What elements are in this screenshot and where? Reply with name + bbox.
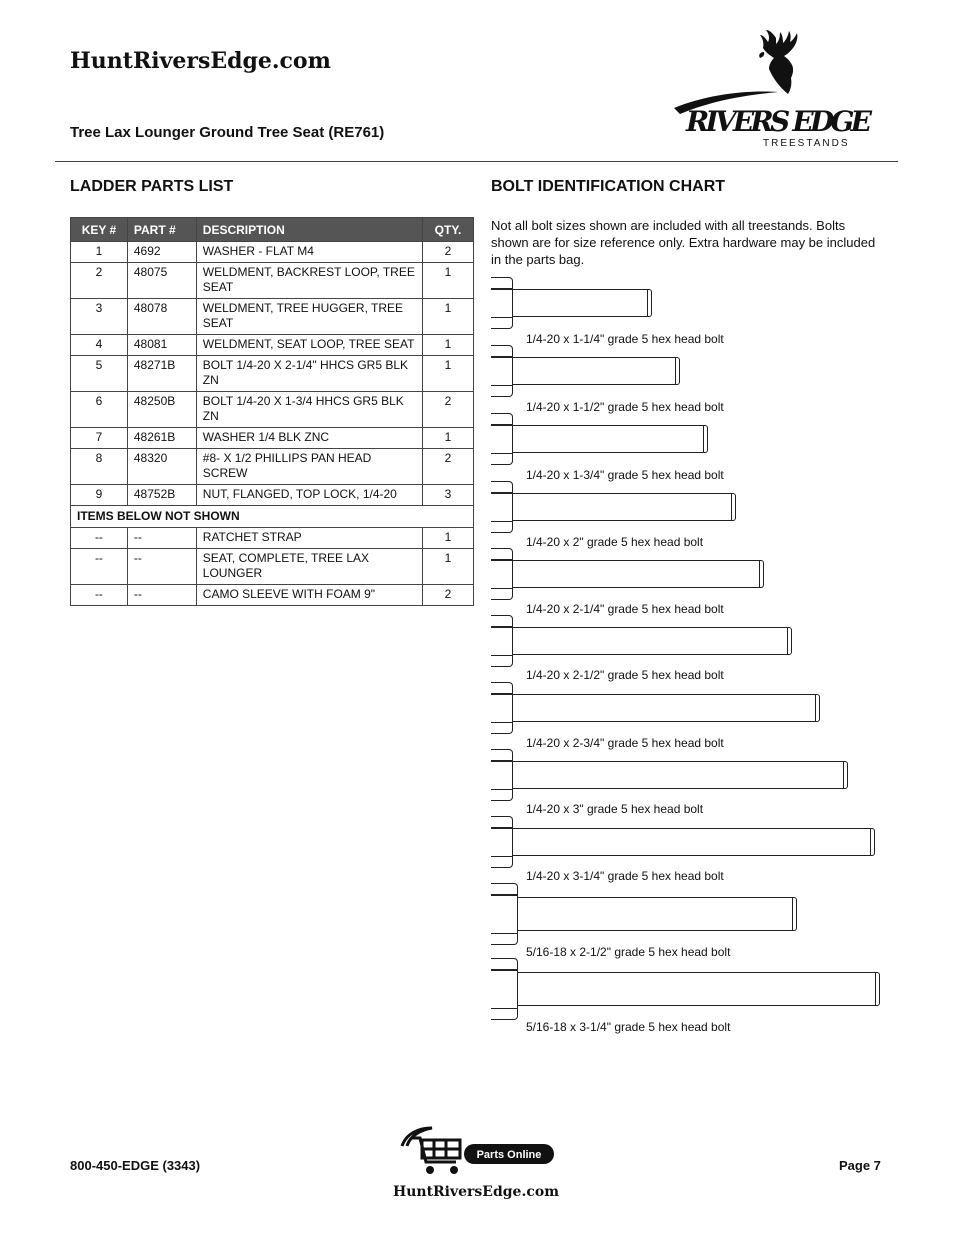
cell-qty: 1: [423, 549, 474, 585]
cell-part: 48271B: [127, 356, 196, 392]
cell-description: BOLT 1/4-20 X 1-3/4 HHCS GR5 BLK ZN: [196, 392, 422, 428]
bolt-label: 1/4-20 x 1-3/4" grade 5 hex head bolt: [526, 468, 724, 482]
parts-online-logo: [398, 1122, 556, 1178]
table-row: [71, 242, 474, 263]
table-row: [71, 449, 474, 485]
bolt-head-icon: [491, 682, 513, 734]
cell-key: 9: [71, 485, 128, 506]
bolt-label: 1/4-20 x 2-1/4" grade 5 hex head bolt: [526, 602, 724, 616]
bolt-head-icon: [491, 345, 513, 397]
bolt-head-icon: [491, 548, 513, 600]
bolt-shaft: [513, 761, 848, 789]
cell-part: --: [127, 585, 196, 606]
bolt-head-icon: [491, 413, 513, 465]
cell-key: 6: [71, 392, 128, 428]
bolt-shaft: [513, 493, 736, 521]
table-row: [71, 528, 474, 549]
rivers-edge-logo: [668, 28, 880, 150]
bolt-shaft: [513, 828, 875, 856]
cell-description: #8- X 1/2 PHILLIPS PAN HEAD SCREW: [196, 449, 422, 485]
cell-qty: 1: [423, 299, 474, 335]
cell-key: 4: [71, 335, 128, 356]
table-row: [71, 585, 474, 606]
cell-qty: 1: [423, 428, 474, 449]
column-header-qty: QTY.: [423, 218, 474, 242]
bolt-label: 1/4-20 x 2-3/4" grade 5 hex head bolt: [526, 736, 724, 750]
logo-brand: RIVERS EDGE: [686, 105, 872, 138]
table-row: [71, 392, 474, 428]
bolt-head-icon: [491, 481, 513, 533]
cell-description: WASHER - FLAT M4: [196, 242, 422, 263]
bolt-label: 5/16-18 x 2-1/2" grade 5 hex head bolt: [526, 945, 731, 959]
cell-part: 48250B: [127, 392, 196, 428]
bolt-chart-intro: Not all bolt sizes shown are included with all treestands. Bolts shown are for size reference only. Extra hardware may be included in the parts bag.: [491, 218, 876, 267]
shopping-cart-icon: [402, 1128, 460, 1162]
table-row: [71, 485, 474, 506]
cell-qty: 1: [423, 263, 474, 299]
cell-key: 8: [71, 449, 128, 485]
parts-table: [70, 217, 474, 606]
cell-part: --: [127, 528, 196, 549]
bolt-shaft: [518, 972, 880, 1006]
bolt-label: 1/4-20 x 2-1/2" grade 5 hex head bolt: [526, 668, 724, 682]
bolt-shaft: [513, 560, 764, 588]
header-divider: [55, 161, 898, 162]
cell-description: WELDMENT, SEAT LOOP, TREE SEAT: [196, 335, 422, 356]
table-row: [71, 299, 474, 335]
cell-qty: 2: [423, 242, 474, 263]
cell-description: WELDMENT, BACKREST LOOP, TREE SEAT: [196, 263, 422, 299]
bolt-label: 1/4-20 x 1-1/4" grade 5 hex head bolt: [526, 332, 724, 346]
column-header-key: KEY #: [71, 218, 128, 242]
bolt-head-icon: [491, 883, 518, 945]
bolt-head-icon: [491, 958, 518, 1020]
bolt-head-icon: [491, 816, 513, 868]
logo-tagline: TREESTANDS: [763, 138, 850, 149]
cell-part: 48081: [127, 335, 196, 356]
items-not-shown-note: ITEMS BELOW NOT SHOWN: [71, 506, 474, 528]
bolt-shaft: [513, 627, 792, 655]
cell-part: 48752B: [127, 485, 196, 506]
cell-description: WASHER 1/4 BLK ZNC: [196, 428, 422, 449]
cell-part: --: [127, 549, 196, 585]
cell-part: 48261B: [127, 428, 196, 449]
table-row: [71, 263, 474, 299]
table-row: [71, 335, 474, 356]
table-row: [71, 549, 474, 585]
bolt-head-icon: [491, 277, 513, 329]
bolt-shaft: [513, 289, 652, 317]
cell-qty: 1: [423, 335, 474, 356]
cell-key: 7: [71, 428, 128, 449]
bolt-chart-title: BOLT IDENTIFICATION CHART: [491, 178, 726, 195]
cell-part: 48320: [127, 449, 196, 485]
cell-key: 3: [71, 299, 128, 335]
bolt-shaft: [513, 425, 708, 453]
table-row: [71, 428, 474, 449]
bolt-label: 1/4-20 x 1-1/2" grade 5 hex head bolt: [526, 400, 724, 414]
cell-description: RATCHET STRAP: [196, 528, 422, 549]
table-note-row: [71, 506, 474, 528]
cell-key: --: [71, 528, 128, 549]
column-header-description: DESCRIPTION: [196, 218, 422, 242]
cell-key: 1: [71, 242, 128, 263]
bolt-label: 1/4-20 x 2" grade 5 hex head bolt: [526, 535, 704, 549]
parts-online-badge: Parts Online: [476, 1149, 542, 1161]
bolt-label: 5/16-18 x 3-1/4" grade 5 hex head bolt: [526, 1020, 731, 1034]
table-row: [71, 356, 474, 392]
cell-qty: 2: [423, 392, 474, 428]
cell-key: 2: [71, 263, 128, 299]
cell-description: CAMO SLEEVE WITH FOAM 9": [196, 585, 422, 606]
cell-qty: 1: [423, 356, 474, 392]
bolt-shaft: [513, 694, 820, 722]
cell-description: SEAT, COMPLETE, TREE LAX LOUNGER: [196, 549, 422, 585]
page-number: Page 7: [839, 1158, 881, 1173]
column-header-part: PART #: [127, 218, 196, 242]
cell-qty: 2: [423, 585, 474, 606]
footer-site: HuntRiversEdge.com: [393, 1184, 560, 1200]
deer-head-icon: [759, 30, 797, 94]
cell-key: --: [71, 549, 128, 585]
cell-description: WELDMENT, TREE HUGGER, TREE SEAT: [196, 299, 422, 335]
bolt-head-icon: [491, 615, 513, 667]
cell-part: 4692: [127, 242, 196, 263]
cell-qty: 3: [423, 485, 474, 506]
bolt-shaft: [513, 357, 680, 385]
table-header-row: [71, 218, 474, 242]
bolt-label: 1/4-20 x 3" grade 5 hex head bolt: [526, 802, 704, 816]
cell-part: 48078: [127, 299, 196, 335]
parts-list-title: LADDER PARTS LIST: [70, 178, 234, 195]
footer-phone: 800-450-EDGE (3343): [70, 1158, 201, 1173]
bolt-head-icon: [491, 749, 513, 801]
cell-key: --: [71, 585, 128, 606]
bolt-label: 1/4-20 x 3-1/4" grade 5 hex head bolt: [526, 869, 724, 883]
cell-description: NUT, FLANGED, TOP LOCK, 1/4-20: [196, 485, 422, 506]
cell-description: BOLT 1/4-20 X 2-1/4" HHCS GR5 BLK ZN: [196, 356, 422, 392]
cell-qty: 2: [423, 449, 474, 485]
cell-part: 48075: [127, 263, 196, 299]
site-title: HuntRiversEdge.com: [70, 48, 331, 74]
cell-key: 5: [71, 356, 128, 392]
bolt-shaft: [518, 897, 797, 931]
cell-qty: 1: [423, 528, 474, 549]
document-subtitle: Tree Lax Lounger Ground Tree Seat (RE761): [70, 124, 385, 141]
